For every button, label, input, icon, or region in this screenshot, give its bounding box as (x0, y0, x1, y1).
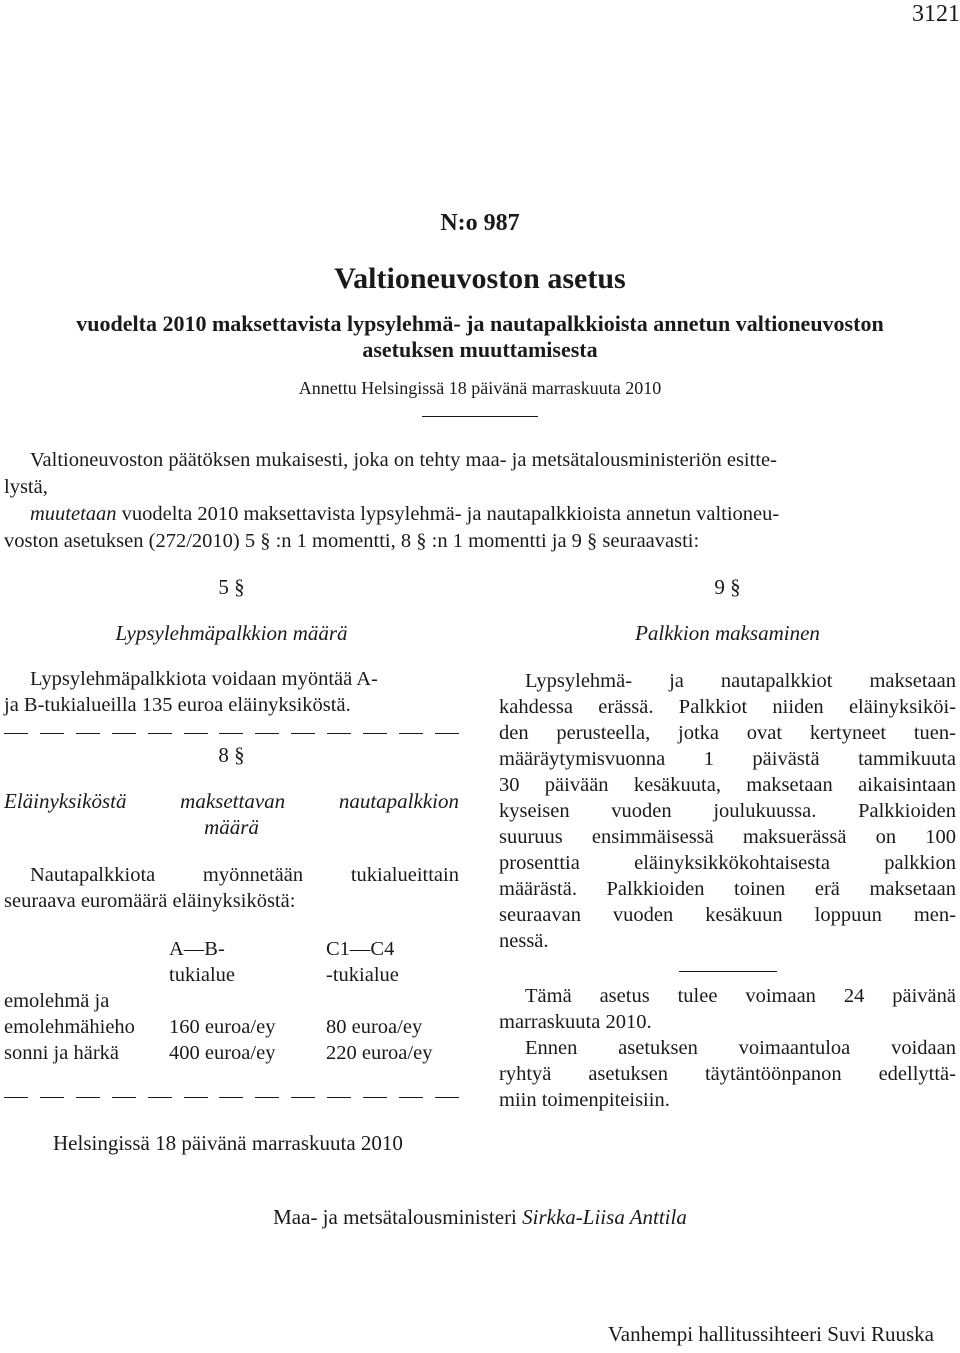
word: maksetaan (869, 670, 956, 692)
word: vuoden (611, 800, 672, 822)
word: kesäkuuta, (633, 774, 721, 796)
section-8-word: tukialueittain (350, 864, 459, 886)
intro-italic-verb: muutetaan (30, 503, 117, 525)
end-divider (679, 971, 777, 972)
word: ryhtyä (499, 1063, 552, 1085)
act-title-line: asetuksen muuttamisesta (362, 337, 598, 362)
word: kertyneet (809, 722, 887, 744)
header-divider (422, 416, 538, 417)
section-5-title: Lypsylehmäpalkkion määrä (115, 621, 348, 645)
row-label: sonni ja härkä (4, 1042, 119, 1064)
section-9-line (499, 876, 956, 902)
word: täytäntöönpanon (704, 1063, 842, 1085)
word: päivään (544, 774, 609, 796)
section-8 (4, 742, 459, 1066)
given-date: Annettu Helsingissä 18 päivänä marraskuuta 2010 (298, 378, 662, 398)
rates-table (4, 936, 432, 1066)
word: tuen- (913, 722, 956, 744)
word: aikaisintaan (858, 774, 956, 796)
section-8-line: seuraava euromäärä eläinyksiköstä: (4, 890, 296, 912)
entry-line (499, 1035, 956, 1061)
row-value-a: 160 euroa/ey (169, 1016, 276, 1038)
word: suuruus (499, 826, 563, 848)
section-9-title: Palkkion maksaminen (635, 621, 820, 645)
word: määrästä. (499, 878, 577, 900)
col-a-header: A—B- (169, 938, 225, 960)
word: loppuun (814, 904, 882, 926)
section-8-heading: 8 § (218, 743, 245, 767)
word: ja (669, 670, 684, 692)
word: toinen (734, 878, 786, 900)
word: kyseisen (499, 800, 570, 822)
col-a-header: tukialue (169, 964, 236, 986)
section-8-word: Nautapalkkiota (30, 864, 156, 886)
word: ovat (746, 722, 783, 744)
word: eläinyksiköi- (848, 696, 956, 718)
minister-name: Sirkka-Liisa Anttila (522, 1205, 687, 1229)
word: asetus (599, 985, 650, 1007)
word: maksetaan (746, 774, 833, 796)
row-value-c: 220 euroa/ey (326, 1042, 433, 1064)
col-c-header: -tukialue (326, 964, 399, 986)
section-9-line (499, 824, 956, 850)
word: on (875, 826, 897, 848)
section-9-line (499, 720, 956, 746)
minister-title: Maa- ja metsätalousministeri (273, 1205, 523, 1229)
word: asetuksen (618, 1037, 698, 1059)
word: tulee (677, 985, 718, 1007)
section-5 (4, 574, 459, 718)
word: joulukuussa. (713, 800, 817, 822)
word: Palkkioiden (606, 878, 705, 900)
secretary-signature: Vanhempi hallitussihteeri Suvi Ruuska (607, 1322, 934, 1346)
word: asetuksen (588, 1063, 669, 1085)
word: määräytymisvuonna (499, 748, 666, 770)
word: Lypsylehmä- (525, 670, 633, 692)
section-8-title-line2: määrä (204, 815, 259, 839)
intro-line (4, 501, 956, 528)
section-9-line (499, 902, 956, 928)
intro-line: lystä, (4, 476, 48, 498)
place-date: Helsingissä 18 päivänä marraskuuta 2010 (53, 1131, 403, 1155)
entry-line: marraskuuta 2010. (499, 1011, 652, 1033)
word: seuraavan (499, 904, 581, 926)
word: voidaan (891, 1037, 956, 1059)
word: nautapalkkiot (720, 670, 833, 692)
word: perusteella, (556, 722, 651, 744)
intro-line: voston asetuksen (272/2010) 5 § :n 1 momentti, 8 § :n 1 momentti ja 9 § seuraavasti: (4, 530, 700, 552)
section-9-paragraph (499, 668, 956, 954)
row-label: emolehmä ja (4, 990, 110, 1012)
table-row (4, 988, 432, 1040)
word: maksuerässä (742, 826, 847, 848)
section-8-title (4, 788, 459, 814)
word: erässä. (598, 696, 654, 718)
entry-line (499, 1061, 956, 1087)
section-8-title-word: maksettavan (180, 789, 286, 813)
word: Ennen (525, 1037, 578, 1059)
word: kahdessa (499, 696, 574, 718)
section-9-line (499, 798, 956, 824)
section-9-line (499, 772, 956, 798)
word: 1 (703, 748, 714, 770)
section-8-title-word: nautapalkkion (338, 789, 459, 813)
word: Palkkiot (678, 696, 748, 718)
minister-signature (0, 1205, 960, 1230)
page-number: 3121 (912, 1, 960, 27)
section-9-line (499, 694, 956, 720)
table-row (4, 1040, 432, 1066)
omission-dashes (4, 733, 459, 734)
entry-line (499, 983, 956, 1009)
word: eläinyksikkökohtaisesta (634, 852, 830, 874)
word: voimaan (745, 985, 816, 1007)
section-9-heading: 9 § (714, 575, 741, 599)
word: jotka (678, 722, 720, 744)
word: edellyttä- (878, 1063, 956, 1085)
word: 100 (925, 826, 956, 848)
act-title-line: vuodelta 2010 maksettavista lypsylehmä- ja nautapalkkioista annetun valtioneuvoston (76, 311, 884, 336)
act-type: Valtioneuvoston asetus (334, 262, 626, 295)
section-9-line: nessä. (499, 930, 549, 952)
intro-line-rest: vuodelta 2010 maksettavista lypsylehmä- ja nautapalkkioista annetun valtioneu- (116, 503, 780, 525)
act-title (0, 311, 960, 363)
section-8-word: myönnetään (202, 864, 304, 886)
section-5-line: ja B-tukialueilla 135 euroa eläinyksiköstä. (4, 694, 351, 716)
section-5-line: Lypsylehmäpalkkiota voidaan myöntää A- (30, 668, 378, 690)
row-value-a: 400 euroa/ey (169, 1042, 276, 1064)
word: päivänä (892, 985, 956, 1007)
entry-line: miin toimenpiteisiin. (499, 1089, 670, 1111)
section-8-title-word: Eläinyksiköstä (4, 789, 127, 813)
word: voimaantuloa (738, 1037, 851, 1059)
section-9-line (499, 746, 956, 772)
word: maksetaan (869, 878, 956, 900)
omission-dashes (4, 1097, 459, 1098)
word: prosenttia (499, 852, 580, 874)
rates-table-header (4, 936, 432, 988)
word: den (499, 722, 529, 744)
section-9-line (499, 668, 956, 694)
word: tammikuuta (858, 748, 956, 770)
section-9 (499, 574, 956, 954)
section-5-heading: 5 § (218, 575, 245, 599)
word: päivästä (752, 748, 820, 770)
word: men- (913, 904, 956, 926)
section-8-line (4, 862, 459, 888)
entry-into-force (499, 983, 956, 1113)
section-9-line (499, 850, 956, 876)
word: erä (814, 878, 840, 900)
word: vuoden (612, 904, 674, 926)
word: 30 (499, 774, 520, 796)
act-number: N:o 987 (440, 210, 520, 236)
word: Palkkioiden (858, 800, 956, 822)
intro-line: Valtioneuvoston päätöksen mukaisesti, joka on tehty maa- ja metsätalousministeriön esitte- (30, 449, 777, 471)
word: palkkion (884, 852, 956, 874)
word: kesäkuun (705, 904, 783, 926)
col-c-header: C1—C4 (326, 938, 395, 960)
row-value-c: 80 euroa/ey (326, 1016, 423, 1038)
intro-paragraph (4, 447, 956, 555)
row-label: emolehmähieho (4, 1016, 135, 1038)
word: ensimmäisessä (591, 826, 714, 848)
word: niiden (772, 696, 824, 718)
word: 24 (843, 985, 865, 1007)
word: Tämä (525, 985, 572, 1007)
